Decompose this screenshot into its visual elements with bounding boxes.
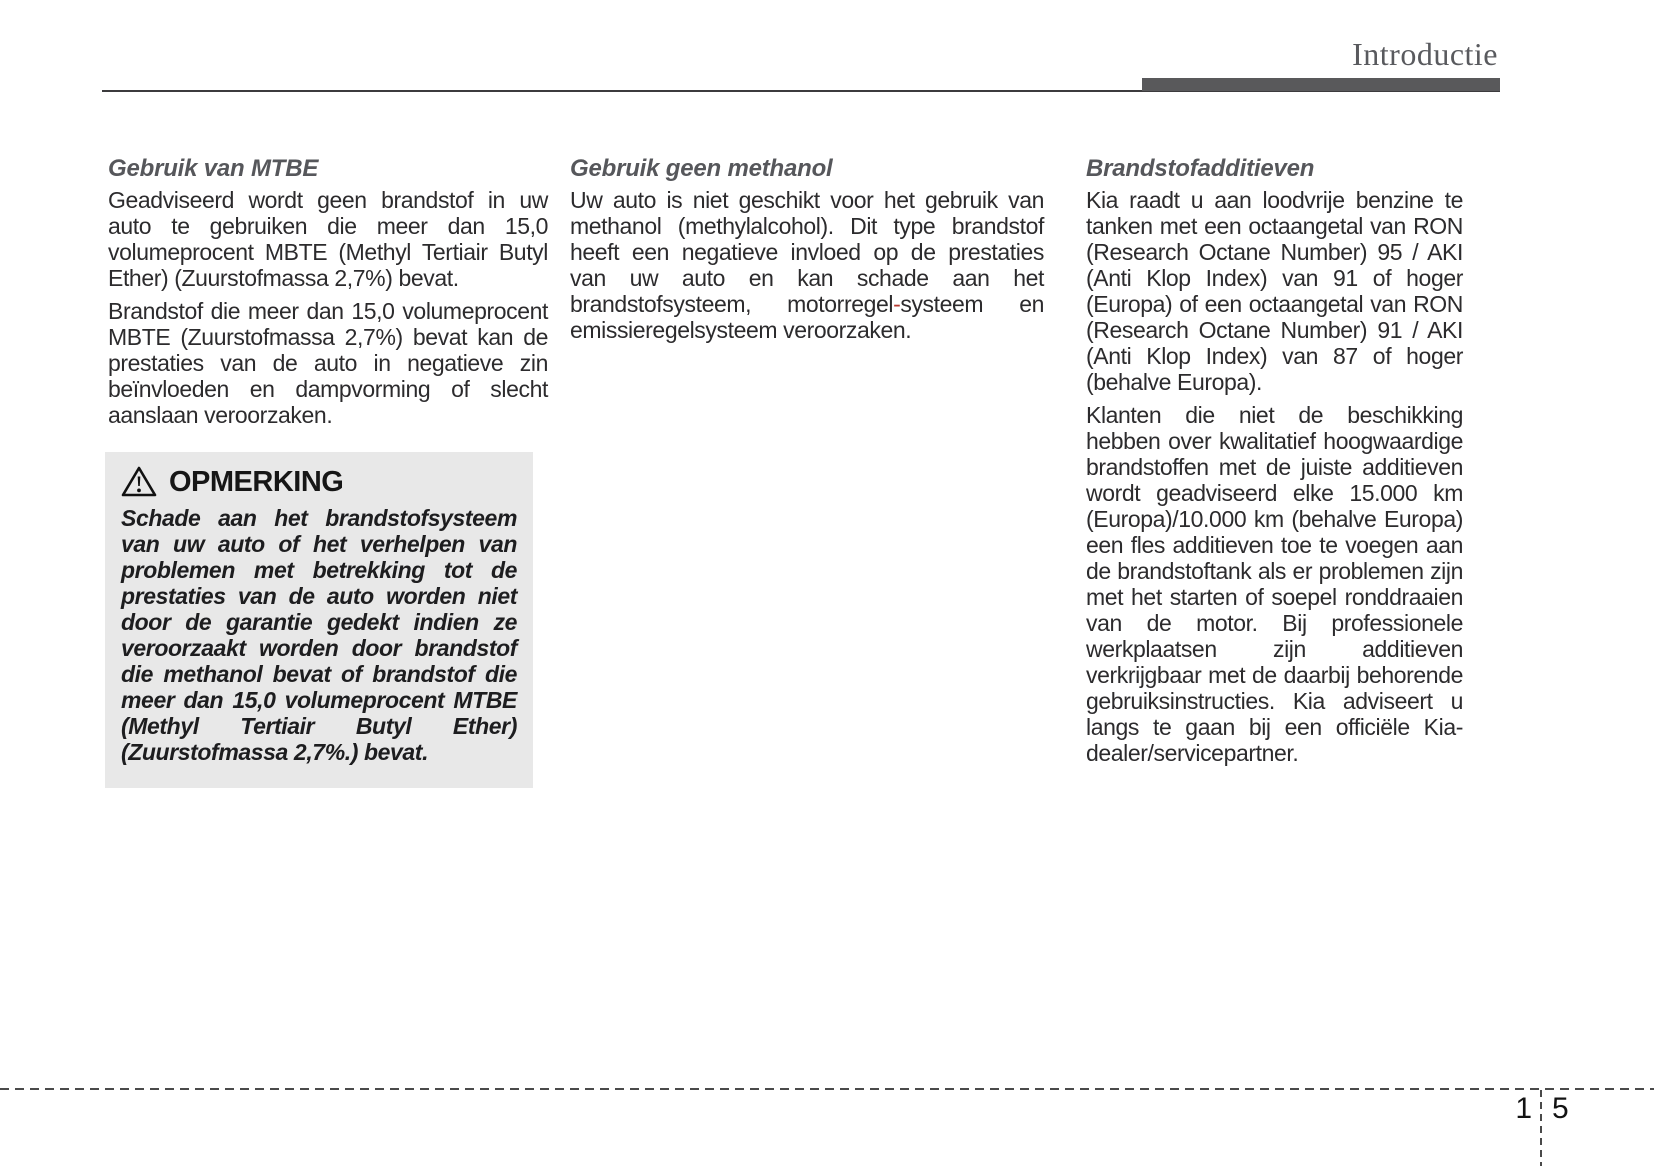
paragraph-mtbe-2: Brandstof die meer dan 15,0 volumeprocent MBTE (Zuurstofmassa 2,7%) bevat kan de prestaties van de auto in negatieve zin beïnvloeden en dampvorming of slecht aanslaan veroorzaken. [108,298,548,428]
red-hyphen: - [893,291,901,317]
paragraph-methanol [570,187,1044,343]
footer-dashed-line [0,1088,1654,1090]
column-additives [1086,156,1463,773]
column-mtbe [108,156,548,788]
header-rule-bar [1142,78,1500,91]
note-box-title: OPMERKING [169,465,344,498]
column-methanol [570,156,1044,350]
paragraph-mtbe-1: Geadviseerd wordt geen brandstof in uw auto te gebruiken die meer dan 15,0 volumeprocent MBTE (Methyl Tertiair Butyl Ether) (Zuurstofmassa 2,7%) bevat. [108,187,548,291]
paragraph-methanol-post: systeem en emissieregelsysteem veroorzaken. [570,291,1045,343]
footer-chapter-number: 1 [1515,1092,1532,1125]
section-heading-methanol: Gebruik geen methanol [570,155,833,182]
section-heading-mtbe: Gebruik van MTBE [108,155,319,182]
paragraph-additives-1: Kia raadt u aan loodvrije benzine te tanken met een octaangetal van RON (Research Octane Number) 95 / AKI (Anti Klop Index) van 91 of hoger (Europa) of een octaangetal van RON (Research Octane Number) 91 / AKI (Anti Klop Index) van 87 of hoger (behalve Europa). [1086,187,1463,395]
note-box [105,452,533,788]
page-title: Introductie [1352,36,1498,72]
note-box-body: Schade aan het brandstofsysteem van uw auto of het verhelpen van problemen met betrekking tot de prestaties van de auto worden niet door de garantie gedekt indien ze veroorzaakt worden door brandstof die methanol bevat of brandstof die meer dan 15,0 volumeprocent MTBE (Methyl Tertiair Butyl Ether) (Zuurstofmassa 2,7%.) bevat. [121,505,517,765]
section-heading-additives: Brandstofadditieven [1086,155,1315,182]
note-box-title-row [121,466,517,497]
footer-page-number: 5 [1552,1092,1569,1125]
footer-vertical-dashed-line [1540,1090,1542,1166]
paragraph-additives-2: Klanten die niet de beschikking hebben over kwalitatief hoogwaardige brandstoffen met de juiste additieven wordt geadviseerd elke 15.000 km (Europa)/10.000 km (behalve Europa) een fles additieven toe te voegen aan de brandstoftank als er problemen zijn met het starten of soepel ronddraaien van de motor. Bij professionele werkplaatsen zijn additieven verkrijgbaar met de daarbij behorende gebruiksinstructies. Kia adviseert u langs te gaan bij een officiële Kia-dealer/servicepartner. [1086,402,1463,766]
warning-triangle-icon [121,466,157,497]
paragraph-methanol-pre: Uw auto is niet geschikt voor het gebruik van methanol (methylalcohol). Dit type brandstof heeft een negatieve invloed op de prestaties van uw auto en kan schade aan het brandstofsysteem, motorregel [570,187,1044,317]
